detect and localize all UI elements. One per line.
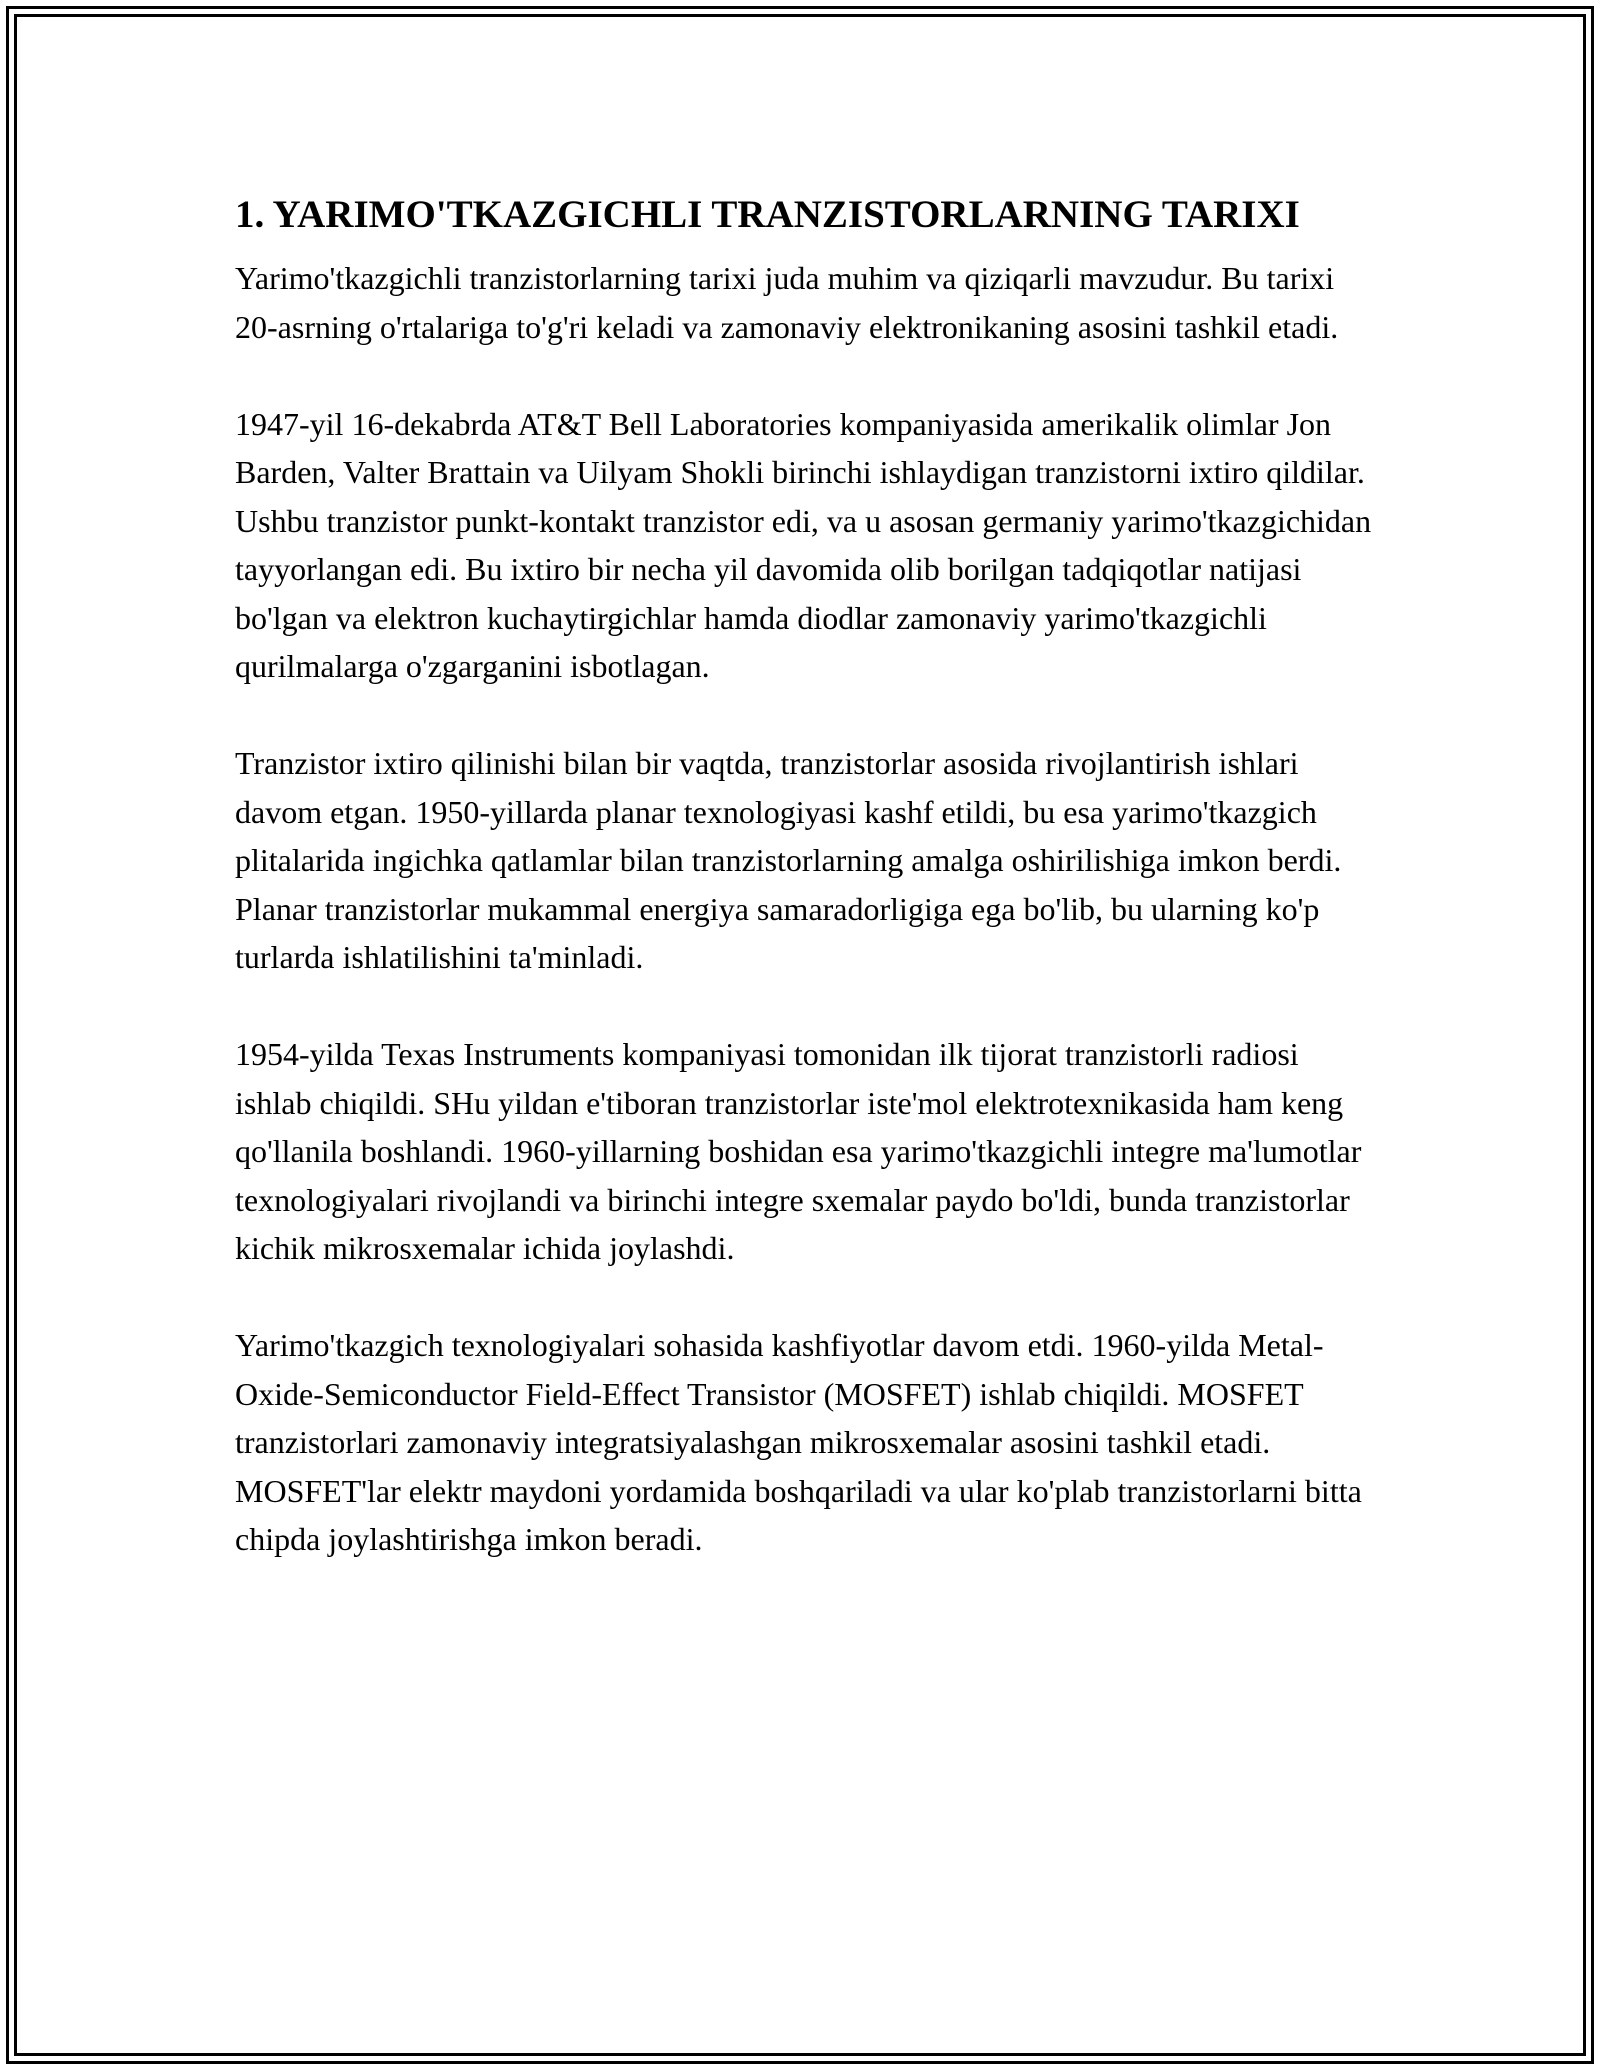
section-heading: 1. YARIMO'TKAZGICHLI TRANZISTORLARNING TARIXI bbox=[235, 193, 1300, 236]
paragraph-intro: Yarimo'tkazgichli tranzistorlarning tarixi juda muhim va qiziqarli mavzudur. Bu tarixi 20-asrning o'rtalariga to'g'ri keladi va zamonaviy elektronikaning asosini tashkil etadi. bbox=[235, 260, 1339, 345]
paragraph-1947-invention: 1947-yil 16-dekabrda AT&T Bell Laboratories kompaniyasida amerikalik olimlar Jon Barden, Valter Brattain va Uilyam Shokli birinchi ishlaydigan tranzistorni ixtiro qildilar. Ushbu tranzistor punkt-kontakt tranzistor edi, va u asosan germaniy yarimo'tkazgichidan tayyorlangan edi. Bu ixtiro bir necha yil davomida olib borilgan tadqiqotlar natijasi bo'lgan va elektron kuchaytirgichlar hamda diodlar zamonaviy yarimo'tkazgichli qurilmalarga o'zgarganini isbotlagan. bbox=[235, 405, 1372, 684]
paragraph-planar-technology: Tranzistor ixtiro qilinishi bilan bir vaqtda, tranzistorlar asosida rivojlantirish ishlari davom etgan. 1950-yillarda planar texnologiyasi kashf etildi, bu esa yarimo'tkazgich plitalarida ingichka qatlamlar bilan tranzistorlarning amalga oshirilishiga imkon berdi. Planar tranzistorlar mukammal energiya samaradorligiga ega bo'lib, bu ularning ko'p turlarda ishlatilishini ta'minladi. bbox=[235, 745, 1342, 975]
paragraph-mosfet: Yarimo'tkazgich texnologiyalari sohasida kashfiyotlar davom etdi. 1960-yilda Metal-Oxide-Semiconductor Field-Effect Transistor (MOSFET) ishlab chiqildi. MOSFET tranzistorlari zamonaviy integratsiyalashgan mikrosxemalar asosini tashkil etadi. MOSFET'lar elektr maydoni yordamida boshqariladi va ular ko'plab tranzistorlarni bitta chipda joylashtirishga imkon beradi. bbox=[235, 1327, 1362, 1557]
document-body bbox=[235, 188, 1375, 1612]
paragraph-1954-radio: 1954-yilda Texas Instruments kompaniyasi tomonidan ilk tijorat tranzistorli radiosi ishlab chiqildi. SHu yildan e'tiboran tranzistorlar iste'mol elektrotexnikasida ham keng qo'llanila boshlandi. 1960-yillarning boshidan esa yarimo'tkazgichli integre ma'lumotlar texnologiyalari rivojlandi va birinchi integre sxemalar paydo bo'ldi, bunda tranzistorlar kichik mikrosxemalar ichida joylashdi. bbox=[235, 1036, 1362, 1266]
